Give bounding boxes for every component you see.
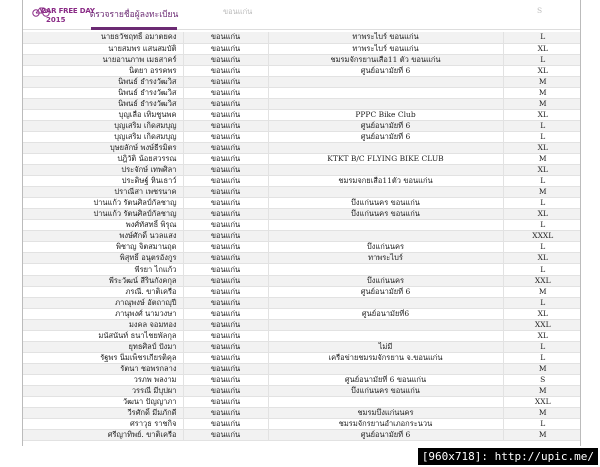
province-cell: ขอนแก่น [183,374,268,385]
table-row [23,408,581,419]
registrant-name-cell: นิตยา อรรคพร [23,65,183,76]
registrant-name-cell: ยุทธศิลป์ ปังมา [23,341,183,352]
shirt-size-cell: XL [503,43,581,54]
province-cell: ขอนแก่น [183,286,268,297]
table-row [23,76,581,87]
registrant-name-cell: ประดิษฐ์ หินเธาว์ [23,176,183,187]
province-cell: ขอนแก่น [183,220,268,231]
club-name-cell: ชมรมจักรยานอำเภอกระนวน [268,419,503,430]
province-cell: ขอนแก่น [183,65,268,76]
registrant-name-cell: บุญเสริม เกิดสมบุญ [23,131,183,142]
registrant-name-cell: นิพนธ์ ธำรงวัฒวิส [23,76,183,87]
shirt-size-cell: XL [503,253,581,264]
table-row [23,308,581,319]
table-row [23,253,581,264]
shirt-size-cell: XL [503,209,581,220]
province-cell: ขอนแก่น [183,308,268,319]
header-partial-province: ขอนแก่น [223,7,253,16]
club-name-cell: บึงแก่นนคร ขอนแก่น [268,198,503,209]
province-cell: ขอนแก่น [183,352,268,363]
shirt-size-cell: M [503,98,581,109]
registrant-name-cell: ปฎิวัติ น้อยสวรรณ [23,154,183,165]
club-name-cell: ศูนย์อนามัยที่ 6 [268,65,503,76]
club-name-cell: ศูนย์อนามัยที่6 [268,308,503,319]
table-row [23,120,581,131]
province-cell: ขอนแก่น [183,264,268,275]
registrant-name-cell: วรภพ พลงาม [23,374,183,385]
registrant-name-cell: ศราวุธ ราชกิจ [23,419,183,430]
registrant-name-cell: วีรศักดิ์ มีมภักดี [23,408,183,419]
province-cell: ขอนแก่น [183,176,268,187]
club-name-cell [268,363,503,374]
shirt-size-cell: M [503,87,581,98]
province-cell: ขอนแก่น [183,319,268,330]
table-row [23,187,581,198]
table-row [23,43,581,54]
table-row [23,319,581,330]
shirt-size-cell: L [503,341,581,352]
registrant-name-cell: พิชาญ จิตสมานฤด [23,242,183,253]
club-name-cell: บึงแก่นนคร ขอนแก่น [268,209,503,220]
table-row [23,198,581,209]
registrant-name-cell: ภานุพงศ์ นามวงษา [23,308,183,319]
province-cell: ขอนแก่น [183,242,268,253]
table-row [23,98,581,109]
table-row [23,352,581,363]
table-row [23,65,581,76]
table-row [23,109,581,120]
province-cell: ขอนแก่น [183,198,268,209]
club-name-cell: ศูนย์อนามัยที่ 6 ขอนแก่น [268,374,503,385]
shirt-size-cell: XL [503,330,581,341]
table-row [23,242,581,253]
club-name-cell: ชมรมจกยเสือ11ตัว ขอนแก่น [268,176,503,187]
registrant-name-cell: พิสุทธิ์ อนุตรอังกูร [23,253,183,264]
registrant-name-cell: พงศ์ทัสทธิ์ พิรุณ [23,220,183,231]
province-cell: ขอนแก่น [183,187,268,198]
province-cell: ขอนแก่น [183,430,268,441]
club-name-cell [268,319,503,330]
shirt-size-cell: XL [503,165,581,176]
province-cell: ขอนแก่น [183,54,268,65]
table-row [23,341,581,352]
shirt-size-cell: XXL [503,275,581,286]
club-name-cell: ชมรมบึงแก่นนคร [268,408,503,419]
province-cell: ขอนแก่น [183,154,268,165]
table-row [23,297,581,308]
club-name-cell [268,297,503,308]
club-name-cell [268,87,503,98]
province-cell: ขอนแก่น [183,297,268,308]
registrant-name-cell: พงษ์ศักดิ์ นวลแสง [23,231,183,242]
club-name-cell: ทาพระไบร์ ขอนแก่น [268,32,503,43]
club-name-cell: ชมรมจักรยานเสือ11 ตัว ขอนแก่น [268,54,503,65]
registrant-name-cell: นายอานภาพ เมธสาคร์ [23,54,183,65]
registrant-name-cell: นิพนธ์ ธำรงวัฒวิส [23,87,183,98]
logo-line2: 2015 [46,16,66,24]
province-cell: ขอนแก่น [183,43,268,54]
table-row [23,275,581,286]
table-row [23,264,581,275]
table-row [23,176,581,187]
table-row [23,430,581,441]
shirt-size-cell: L [503,176,581,187]
table-row [23,131,581,142]
province-cell: ขอนแก่น [183,341,268,352]
registrant-name-cell: นิพนธ์ ธำรงวัฒวิส [23,98,183,109]
club-name-cell: KTKT B/C FLYING BIKE CLUB [268,154,503,165]
province-cell: ขอนแก่น [183,98,268,109]
club-name-cell [268,142,503,153]
province-cell: ขอนแก่น [183,209,268,220]
province-cell: ขอนแก่น [183,131,268,142]
club-name-cell: ทาพระไบร์ ขอนแก่น [268,43,503,54]
club-name-cell [268,98,503,109]
club-name-cell: ไม่มี [268,341,503,352]
registrant-name-cell: ประจักษ์ เทพศิลา [23,165,183,176]
shirt-size-cell: L [503,120,581,131]
registrant-name-cell: พีระวัฒน์ สีรินกังคกุล [23,275,183,286]
shirt-size-cell: XL [503,308,581,319]
shirt-size-cell: XL [503,109,581,120]
shirt-size-cell: M [503,154,581,165]
province-cell: ขอนแก่น [183,76,268,87]
registrant-name-cell: ภาณุพงษ์ อัตถาญุปี [23,297,183,308]
shirt-size-cell: M [503,386,581,397]
table-row [23,54,581,65]
province-cell: ขอนแก่น [183,120,268,131]
province-cell: ขอนแก่น [183,142,268,153]
registrant-name-cell: พีรยา ไกแก้ว [23,264,183,275]
registrant-name-cell: บุษยลักษ์ พงษ์ธีรมิตร [23,142,183,153]
table-row [23,87,581,98]
shirt-size-cell: M [503,286,581,297]
club-name-cell [268,264,503,275]
club-name-cell: ทาพระไบร์ [268,253,503,264]
registrant-name-cell: ปานแก้ว รัตนศิลป์กัลชาญ [23,198,183,209]
province-cell: ขอนแก่น [183,87,268,98]
shirt-size-cell: XL [503,65,581,76]
registrant-table [23,32,581,441]
car-free-day-logo[interactable] [28,3,95,27]
table-row [23,397,581,408]
shirt-size-cell: L [503,198,581,209]
shirt-size-cell: XXL [503,319,581,330]
club-name-cell: บึงแก่นนคร ขอนแก่น [268,386,503,397]
club-name-cell [268,76,503,87]
club-name-cell [268,231,503,242]
top-navbar [23,0,581,30]
registrant-name-cell: นายสมพร แสนสมบัติ [23,43,183,54]
club-name-cell [268,187,503,198]
registrant-name-cell: รัฐพร นิ่มเพ็ชรเกียรติคุล [23,352,183,363]
province-cell: ขอนแก่น [183,419,268,430]
registrant-name-cell: ภรณี. ขาติเครือ [23,286,183,297]
table-row [23,220,581,231]
table-row [23,419,581,430]
registrant-name-cell: วัฒนา ปัญญาภา [23,397,183,408]
registrant-name-cell: ปานแก้ว รัตนศิลป์กัลชาญ [23,209,183,220]
table-row [23,374,581,385]
club-name-cell: ศูนย์อนามัยที่ 6 [268,430,503,441]
shirt-size-cell: L [503,297,581,308]
table-row [23,231,581,242]
club-name-cell [268,397,503,408]
province-cell: ขอนแก่น [183,109,268,120]
shirt-size-cell: L [503,131,581,142]
table-row [23,165,581,176]
province-cell: ขอนแก่น [183,165,268,176]
club-name-cell: บึงแก่นนคร [268,242,503,253]
registrant-name-cell: นายธวัชฤทธิ์ อมาตยคง [23,32,183,43]
registrant-name-cell: บุญเลื่อ เทิมชูนพค [23,109,183,120]
province-cell: ขอนแก่น [183,408,268,419]
club-name-cell: บึงแก่นนคร [268,275,503,286]
shirt-size-cell: L [503,32,581,43]
shirt-size-cell: XXL [503,397,581,408]
table-row [23,363,581,374]
shirt-size-cell: L [503,242,581,253]
registrant-name-cell: มนัสนันท์ ธนาไชยพัลกุล [23,330,183,341]
club-name-cell [268,220,503,231]
header-partial-size: S [537,6,543,15]
club-name-cell: ศูนย์อนามัยที่ 6 [268,286,503,297]
table-row [23,286,581,297]
registrant-name-cell: มงคล จอมทอง [23,319,183,330]
image-host-watermark: [960x718]: http://upic.me/ [418,448,598,465]
shirt-size-cell: M [503,408,581,419]
province-cell: ขอนแก่น [183,32,268,43]
logo-line1: CAR FREE DAY [41,7,95,15]
shirt-size-cell: L [503,54,581,65]
shirt-size-cell: XXXL [503,231,581,242]
registrant-name-cell: บุญเสริม เกิดสมบุญ [23,120,183,131]
registrant-name-cell: รัตนา ชอพรกลาง [23,363,183,374]
page-frame [22,0,581,446]
tab-registration-check[interactable] [91,0,177,30]
shirt-size-cell: L [503,220,581,231]
province-cell: ขอนแก่น [183,231,268,242]
table-row [23,330,581,341]
registrant-name-cell: ศรีญาทิพย์. ขาติเครือ [23,430,183,441]
shirt-size-cell: M [503,187,581,198]
shirt-size-cell: M [503,430,581,441]
shirt-size-cell: M [503,363,581,374]
table-row [23,154,581,165]
table-row [23,32,581,43]
shirt-size-cell: L [503,419,581,430]
club-name-cell [268,330,503,341]
club-name-cell: เครือข่ายชมรมจักรยาน จ.ขอนแก่น [268,352,503,363]
shirt-size-cell: XL [503,142,581,153]
table-row [23,142,581,153]
province-cell: ขอนแก่น [183,330,268,341]
shirt-size-cell: S [503,374,581,385]
club-name-cell: ศูนย์อนามัยที่ 6 [268,120,503,131]
club-name-cell [268,165,503,176]
registrant-name-cell: ปราณีสา เพชรนาค [23,187,183,198]
province-cell: ขอนแก่น [183,397,268,408]
province-cell: ขอนแก่น [183,386,268,397]
registrant-name-cell: วรรณี มีบุปผา [23,386,183,397]
club-name-cell: ศูนย์อนามัยที่ 6 [268,131,503,142]
shirt-size-cell: M [503,76,581,87]
shirt-size-cell: L [503,352,581,363]
tab-label: ตรวจรายชื่อผู้ลงทะเบียน [89,9,179,20]
table-row [23,209,581,220]
province-cell: ขอนแก่น [183,275,268,286]
shirt-size-cell: L [503,264,581,275]
province-cell: ขอนแก่น [183,363,268,374]
province-cell: ขอนแก่น [183,253,268,264]
table-row [23,386,581,397]
club-name-cell: PPPC Bike Club [268,109,503,120]
